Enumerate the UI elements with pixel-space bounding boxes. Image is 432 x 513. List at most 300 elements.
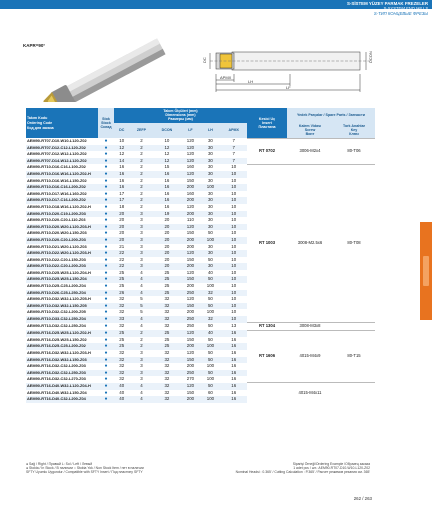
stock-indicator-icon: ● xyxy=(104,376,108,383)
ordering-code-cell: AEM90-RT10-D21-W20-L120-Z03 xyxy=(27,243,87,249)
footer-right-1: Siparişi Örneği/Ordering Example /Образец заказа xyxy=(292,462,370,466)
dimension-cell: 120 xyxy=(180,171,200,178)
table-row xyxy=(26,383,375,390)
dimension-cell: 2 xyxy=(140,164,143,170)
dimension-cell: 20 xyxy=(164,217,170,223)
dimension-cell: 25 xyxy=(119,269,125,275)
dimension-cell: 2 xyxy=(140,138,143,143)
table-row xyxy=(26,330,375,337)
dimension-cell: 2 xyxy=(140,336,143,342)
dimension-cell: 16 xyxy=(220,396,247,403)
dimension-cell: 2 xyxy=(140,151,143,157)
ordering-code-cell: AEM90-RT16-D32-C32-L200-Z03 xyxy=(27,363,86,369)
insert-cell: RT 1606 xyxy=(247,330,287,383)
dimension-cell: 10 xyxy=(231,309,237,315)
dimension-cell: 16 xyxy=(220,357,247,364)
dimension-cell: 120 xyxy=(180,158,200,165)
dimension-cell: 100 xyxy=(200,184,220,191)
dimension-cell: 10 xyxy=(220,197,247,204)
key-cell xyxy=(333,323,375,331)
dimension-cell: 4 xyxy=(140,283,143,289)
dimension-cell: 30 xyxy=(200,197,220,204)
dimension-cell: 3 xyxy=(129,357,153,364)
dimension-cell: 100 xyxy=(200,396,220,403)
screw-cell: 4015-M4x11 xyxy=(287,383,333,403)
dimension-cell: 20 xyxy=(164,230,170,236)
dimension-cell: 32 xyxy=(119,350,125,355)
stock-indicator-icon: ● xyxy=(98,276,114,283)
dimension-cell: 160 xyxy=(186,190,195,196)
footer-right-3: Nominal Headsi : 0.365' / Cutting Calculation : P.365' / Расчет режимов резания см. 365' xyxy=(235,470,370,475)
dimension-cell: 16 xyxy=(220,343,247,350)
dimension-cell: 50 xyxy=(200,303,220,310)
dimension-cell: 120 xyxy=(186,203,195,209)
dimension-cell: 3 xyxy=(140,230,143,236)
ordering-code-cell: AEM90-RT10-D20-C20-L200-Z03 xyxy=(26,237,98,244)
stock-indicator-icon: ● xyxy=(98,303,114,310)
stock-indicator-icon: ● xyxy=(104,363,108,370)
stock-indicator-icon: ● xyxy=(104,296,108,303)
dimension-cell: 16 xyxy=(114,184,129,191)
ordering-code-cell: AEM90-RT10-D16-C16-L100-Z02 xyxy=(27,164,86,170)
dimension-cell: 250 xyxy=(186,323,195,329)
dimension-cell: 16 xyxy=(153,197,180,204)
dimension-cell: 50 xyxy=(200,370,220,377)
ordering-code-cell: AEM90-RT10-D20-C19-L200-Z03 xyxy=(26,211,98,218)
dimension-cell: 19 xyxy=(153,211,180,218)
ordering-code-cell: AEM90-RT13-D32-C32-L250-Z04 xyxy=(27,323,86,329)
dimension-cell: 22 xyxy=(114,250,129,257)
col-dc: DC xyxy=(114,123,129,138)
insert-cell xyxy=(247,383,287,403)
dimension-cell: 10 xyxy=(220,211,247,218)
dimension-cell: 50 xyxy=(207,350,213,355)
dimension-cell: 25 xyxy=(164,336,170,342)
dimension-cell: 2 xyxy=(140,177,143,183)
dimension-cell: 25 xyxy=(153,330,180,337)
key-cell: 80-T08 xyxy=(333,164,375,322)
dimension-cell: 7 xyxy=(220,145,247,152)
dimension-cell: 20 xyxy=(153,250,180,257)
ordering-code-cell: AEM90-RT10-D32-W32-L150-Z05 xyxy=(26,303,98,310)
dimension-cell: 16 xyxy=(231,363,237,369)
dimension-cell: 25 xyxy=(153,276,180,283)
stock-indicator-icon: ● xyxy=(98,357,114,364)
dimension-cell: 3 xyxy=(129,250,153,257)
dimension-cell: 14 xyxy=(114,158,129,165)
dimension-cell: 200 xyxy=(186,283,195,289)
stock-indicator-icon: ● xyxy=(104,350,108,356)
ordering-code-cell: AEM90-RT16-D25-C25-L200-Z02 xyxy=(26,343,98,350)
dimension-cell: 4 xyxy=(140,269,143,275)
dimension-cell: 30 xyxy=(207,217,213,223)
stock-indicator-icon: ● xyxy=(98,197,114,204)
dimension-cell: 2 xyxy=(129,171,153,178)
dimension-cell: 32 xyxy=(119,309,125,315)
dimension-cell: 32 xyxy=(114,357,129,364)
dimension-cell: 32 xyxy=(164,309,170,315)
product-table xyxy=(26,108,375,403)
dimension-cell: 16 xyxy=(164,190,170,196)
dimension-cell: 200 xyxy=(180,197,200,204)
dimension-cell: 30 xyxy=(200,211,220,218)
col-apmx: APMX xyxy=(220,123,247,138)
dimension-cell: 200 xyxy=(180,184,200,191)
ordering-code-cell: AEM90-RT10-D25-W25-L120-Z04-H xyxy=(27,269,91,275)
dimension-cell: 20 xyxy=(119,230,125,236)
dimension-cell: 120 xyxy=(186,138,195,143)
dimension-cell: 2 xyxy=(129,184,153,191)
ordering-code-cell: AEM90-RT10-D32-C32-L200-Z05 xyxy=(27,309,86,315)
ordering-code-header: Takım Kodu Ordering Code Код для заказа xyxy=(26,108,98,138)
dimension-cell: 10 xyxy=(231,190,237,196)
dimension-cell: 3 xyxy=(129,237,153,244)
dimension-cell: 16 xyxy=(164,203,170,209)
screw-header: Kalem Vidası Screw Винт xyxy=(287,123,333,138)
stock-indicator-icon: ● xyxy=(98,158,114,165)
dimension-cell: 30 xyxy=(207,138,213,143)
stock-indicator-icon: ● xyxy=(104,138,108,144)
dimension-cell: 30 xyxy=(207,243,213,249)
dimension-cell: 32 xyxy=(153,303,180,310)
dimension-cell: 3 xyxy=(140,350,143,355)
lf-label: LF xyxy=(286,85,291,90)
dimension-cell: 32 xyxy=(119,323,125,329)
dimension-cell: 32 xyxy=(114,370,129,377)
dimension-cell: 150 xyxy=(186,336,195,342)
dimension-cell: 120 xyxy=(180,145,200,152)
dimension-cell: 20 xyxy=(153,263,180,270)
dimension-cell: 3 xyxy=(129,263,153,270)
insert-cell: RT 1003 xyxy=(247,164,287,322)
dimension-cell: 12 xyxy=(153,145,180,152)
dimension-cell: 200 xyxy=(180,237,200,244)
dimension-cell: 12 xyxy=(119,151,125,157)
col-lf: LF xyxy=(180,123,200,138)
dimension-cell: 150 xyxy=(186,230,195,236)
dimension-cell: 16 xyxy=(220,383,247,390)
dimension-cell: 120 xyxy=(186,296,195,302)
dimension-cell: 100 xyxy=(200,343,220,350)
dimension-cell: 150 xyxy=(180,276,200,283)
dimension-cell: 32 xyxy=(119,363,125,369)
stock-indicator-icon: ● xyxy=(104,203,108,210)
dimension-cell: 32 xyxy=(153,370,180,377)
dimension-cell: 25 xyxy=(114,330,129,337)
dimension-cell: 16 xyxy=(164,177,170,183)
dimension-cell: 25 xyxy=(119,283,125,289)
dimension-cell: 10 xyxy=(220,303,247,310)
dimension-cell: 18 xyxy=(119,203,125,209)
dimension-cell: 2 xyxy=(129,343,153,350)
ordering-code-cell: AEM90-RT10-D16-W16-L150-Z02 xyxy=(27,177,87,183)
dimension-cell: 32 xyxy=(200,316,220,323)
spare-parts-header: Yedek Parçalar / Spare Parts / Запчасти xyxy=(287,108,375,123)
dimension-cell: 32 xyxy=(153,396,180,403)
dimension-cell: 10 xyxy=(231,283,237,289)
stock-indicator-icon: ● xyxy=(104,190,108,197)
dimension-cell: 25 xyxy=(164,269,170,275)
kapr-label: KAPR=90° xyxy=(23,43,46,48)
stock-indicator-icon: ● xyxy=(98,290,114,297)
dimension-cell: 32 xyxy=(153,316,180,323)
dimension-cell: 22 xyxy=(119,256,125,262)
footer-line-1: ● Sağ / Right / Правый L: Sol / Left / Левый xyxy=(26,462,93,466)
dimension-cell: 16 xyxy=(220,330,247,337)
ordering-code-cell: AEM90-RT16-D32-C32-L270-Z03 xyxy=(27,376,86,382)
dimension-cell: 10 xyxy=(231,269,237,275)
dimension-cell: 30 xyxy=(207,177,213,183)
apmx-label: APMX xyxy=(220,75,232,80)
dimension-cell: 10 xyxy=(231,217,237,223)
dimension-cell: 3 xyxy=(140,256,143,262)
dc-label: DC xyxy=(202,57,207,63)
dimension-cell: 16 xyxy=(231,336,237,342)
dimension-cell: 12 xyxy=(153,158,180,165)
dimension-cell: 100 xyxy=(206,376,215,382)
ordering-code-cell: AEM90-RT07-D12-W12-L120-Z02 xyxy=(27,151,87,157)
dimension-cell: 30 xyxy=(200,145,220,152)
dimension-cell: 17 xyxy=(114,197,129,204)
dimension-cell: 120 xyxy=(186,350,195,355)
col-dcon: DCON xyxy=(153,123,180,138)
stock-indicator-icon: ● xyxy=(98,343,114,350)
dimension-cell: 100 xyxy=(206,283,215,289)
dimension-cell: 32 xyxy=(153,357,180,364)
dimension-cell: 4 xyxy=(140,323,143,329)
ordering-code-cell: AEM90-RT16-D32-W32-L150-Z03 xyxy=(26,357,98,364)
dimension-cell: 3 xyxy=(140,243,143,249)
dimension-cell: 200 xyxy=(186,363,195,369)
dimension-cell: 250 xyxy=(180,290,200,297)
ordering-code-cell: AEM90-RT10-D32-W32-L120-Z05-H xyxy=(27,296,91,302)
dimension-cell: 20 xyxy=(119,217,125,223)
stock-indicator-icon: ● xyxy=(98,330,114,337)
ordering-code-cell: AEM90-RT07-D10-W10-L120-Z02 xyxy=(27,138,87,143)
dimension-cell: 30 xyxy=(200,250,220,257)
dimension-cell: 50 xyxy=(207,336,213,342)
stock-indicator-icon: ● xyxy=(98,224,114,231)
dimension-cell: 200 xyxy=(180,263,200,270)
dimension-cell: 250 xyxy=(180,370,200,377)
stock-indicator-icon: ● xyxy=(104,283,108,290)
stock-indicator-icon: ● xyxy=(98,250,114,257)
dimension-cell: 20 xyxy=(153,224,180,231)
dimension-cell: 10 xyxy=(231,177,237,183)
dimension-cell: 120 xyxy=(180,383,200,390)
ordering-code-cell: AEM90-RT16-D32-W32-L120-Z03-H xyxy=(27,350,91,355)
dimension-cell: 32 xyxy=(119,296,125,302)
dimension-cell: 160 xyxy=(186,164,195,170)
stock-indicator-icon: ● xyxy=(98,237,114,244)
dimension-cell: 10 xyxy=(231,230,237,236)
dimension-cell: 25 xyxy=(153,343,180,350)
dimension-cell: 270 xyxy=(186,376,195,382)
stock-indicator-icon: ● xyxy=(104,389,108,396)
dimension-cell: 25 xyxy=(164,283,170,289)
ordering-code-cell: AEM90-RT10-D16-C16-L200-Z02 xyxy=(26,184,98,191)
dimension-cell: 200 xyxy=(186,309,195,315)
dimension-cell: 10 xyxy=(220,237,247,244)
dimension-cell: 40 xyxy=(200,330,220,337)
stock-indicator-icon: ● xyxy=(104,309,108,316)
stock-header: Stok Stock Склад xyxy=(98,108,114,138)
dimension-cell: 25 xyxy=(114,343,129,350)
ordering-code-cell: AEM90-RT16-D40-W32-L120-Z04-H xyxy=(26,383,98,390)
header-title: S-SİSTEM YÜZEY PARMAK FREZELER xyxy=(347,1,428,6)
dimension-cell: 50 xyxy=(200,276,220,283)
dimension-cell: 10 xyxy=(220,276,247,283)
stock-indicator-icon: ● xyxy=(104,243,108,250)
dimension-cell: 16 xyxy=(220,370,247,377)
dimension-cell: 5 xyxy=(140,296,143,302)
dimension-cell: 30 xyxy=(200,263,220,270)
dimensions-header: Takım Ölçüleri (mm) Dimensions (mm) Размеры (мм) xyxy=(114,108,247,123)
ordering-code-cell: AEM90-RT16-D40-W32-L150-Z04 xyxy=(27,389,87,395)
footer-ordering-example xyxy=(236,462,370,475)
ordering-code-cell: AEM90-RT10-D33-C32-L250-Z04 xyxy=(26,316,98,323)
ordering-code-cell: AEM90-RT10-D17-W16-L160-Z02 xyxy=(27,190,87,196)
insert-cell: RT 0702 xyxy=(247,138,287,164)
stock-indicator-icon: ● xyxy=(104,256,108,263)
dimension-cell: 30 xyxy=(207,151,213,157)
dimension-cell: 3 xyxy=(129,211,153,218)
stock-indicator-icon: ● xyxy=(104,164,108,171)
dimension-cell: 15 xyxy=(164,164,170,170)
dimension-cell: 200 xyxy=(186,243,195,249)
dimension-cell: 25 xyxy=(153,290,180,297)
ordering-code-cell: AEM90-RT16-D25-W25-L120-Z02-H xyxy=(26,330,98,337)
stock-indicator-icon: ● xyxy=(98,370,114,377)
stock-indicator-icon: ● xyxy=(98,211,114,218)
dimension-cell: 20 xyxy=(114,224,129,231)
dimension-cell: 32 xyxy=(164,376,170,382)
dimension-cell: 10 xyxy=(164,138,170,143)
insert-cell: RT 1304 xyxy=(247,323,287,331)
dimension-cell: 100 xyxy=(206,363,215,369)
dimension-cell: 7 xyxy=(232,151,235,157)
dimension-cell: 3 xyxy=(129,224,153,231)
dimension-cell: 2 xyxy=(129,197,153,204)
dimension-cell: 5 xyxy=(140,309,143,315)
dimension-cell: 32 xyxy=(119,376,125,382)
dimension-cell: 3 xyxy=(129,370,153,377)
dimension-cell: 10 xyxy=(220,263,247,270)
ordering-code-cell: AEM90-RT10-D20-C20-L110-Z03 xyxy=(27,217,86,223)
dimension-cell: 50 xyxy=(207,323,213,329)
dimension-cell: 50 xyxy=(200,357,220,364)
dimension-cell: 2 xyxy=(129,158,153,165)
stock-indicator-icon: ● xyxy=(98,145,114,152)
dimension-cell: 10 xyxy=(220,290,247,297)
footer-line-3: SFTY Uyumlu Uygundur / Compatible with SFTY Insert / Под пластину SFTY xyxy=(26,470,143,475)
lh-label: LH xyxy=(248,79,254,84)
screw-cell: 3006-M2x4 xyxy=(287,138,333,164)
dimension-cell: 30 xyxy=(200,224,220,231)
dimension-cell: 120 xyxy=(186,269,195,275)
stock-indicator-icon: ● xyxy=(98,184,114,191)
dimension-cell: 30 xyxy=(200,171,220,178)
dimension-cell: 32 xyxy=(114,303,129,310)
dimension-cell: 60 xyxy=(207,389,213,395)
dimension-cell: 150 xyxy=(180,357,200,364)
dimension-cell: 50 xyxy=(207,230,213,236)
dimension-cell: 110 xyxy=(186,217,194,223)
ordering-code-cell: AEM90-RT10-D20-W20-L150-Z03 xyxy=(27,230,87,236)
dimension-cell: 4 xyxy=(129,383,153,390)
stock-indicator-icon: ● xyxy=(98,383,114,390)
key-header: Tork Anahtar Key Ключ xyxy=(333,123,375,138)
stock-indicator-icon: ● xyxy=(98,316,114,323)
dimension-cell: 20 xyxy=(114,237,129,244)
dimension-cell: 32 xyxy=(164,323,170,329)
dimension-cell: 40 xyxy=(114,396,129,403)
insert-header: Kesici Uç Insert Пластина xyxy=(247,108,287,138)
dimension-cell: 2 xyxy=(140,203,143,209)
dimension-cell: 16 xyxy=(119,177,125,183)
dimension-cell: 50 xyxy=(200,383,220,390)
table-row xyxy=(26,323,375,331)
dimension-cell: 150 xyxy=(186,256,195,262)
dimension-cell: 250 xyxy=(180,316,200,323)
dimension-cell: 30 xyxy=(207,190,213,196)
dimension-cell: 5 xyxy=(129,303,153,310)
dimension-cell: 32 xyxy=(164,296,170,302)
dimension-cell: 32 xyxy=(153,383,180,390)
header-subtitle-en: S-SYSTEM END MILLS xyxy=(383,6,428,11)
dimension-cell: 40 xyxy=(207,269,213,275)
dimension-cell: 10 xyxy=(220,171,247,178)
dimension-cell: 120 xyxy=(180,250,200,257)
ordering-code-cell: AEM90-RT10-D26-C25-L250-Z04 xyxy=(26,290,98,297)
ordering-code-cell: AEM90-RT10-D22-C20-L200-Z03 xyxy=(26,263,98,270)
footer-legend xyxy=(26,462,144,475)
dimension-cell: 32 xyxy=(200,290,220,297)
dimension-cell: 2 xyxy=(140,190,143,196)
dimension-cell: 3 xyxy=(140,376,143,382)
dimension-cell: 40 xyxy=(119,389,125,395)
dimension-cell: 150 xyxy=(186,177,195,183)
dimension-cell: 4 xyxy=(129,316,153,323)
dimension-cell: 21 xyxy=(119,243,125,249)
dimension-cell: 10 xyxy=(231,164,237,170)
dimension-cell: 4 xyxy=(140,389,143,395)
ordering-code-cell: AEM90-RT16-D40-C32-L200-Z04 xyxy=(26,396,98,403)
dimension-cell: 4 xyxy=(129,276,153,283)
stock-indicator-icon: ● xyxy=(104,151,108,158)
dimension-cell: 120 xyxy=(180,224,200,231)
dimension-cell: 16 xyxy=(231,389,237,395)
dimension-cell: 3 xyxy=(140,363,143,369)
stock-indicator-icon: ● xyxy=(104,177,108,184)
dimension-cell: 32 xyxy=(164,389,170,395)
dimension-cell: 10 xyxy=(220,184,247,191)
stock-indicator-icon: ● xyxy=(104,230,108,237)
dimension-cell: 50 xyxy=(207,296,213,302)
dimension-cell: 13 xyxy=(231,323,237,329)
stock-indicator-icon: ● xyxy=(104,336,108,343)
screw-cell: 3008-M3x8 xyxy=(287,323,333,331)
footer-right-2: 1 adet pcs / шт.: AEM90-RT07-D10-W10-L120-Z02 xyxy=(293,466,370,471)
dimension-cell: 150 xyxy=(186,389,195,395)
dimension-cell: 12 xyxy=(164,151,170,157)
ordering-code-cell: AEM90-RT10-D17-C16-L200-Z02 xyxy=(26,197,98,204)
dimension-cell: 20 xyxy=(164,243,170,249)
ordering-code-cell: AEM90-RT10-D25-C25-L200-Z04 xyxy=(27,283,86,289)
dimension-cell: 20 xyxy=(153,237,180,244)
table-row xyxy=(26,164,375,171)
ordering-code-cell: AEM90-RT10-D16-W16-L120-Z02-H xyxy=(26,171,98,178)
